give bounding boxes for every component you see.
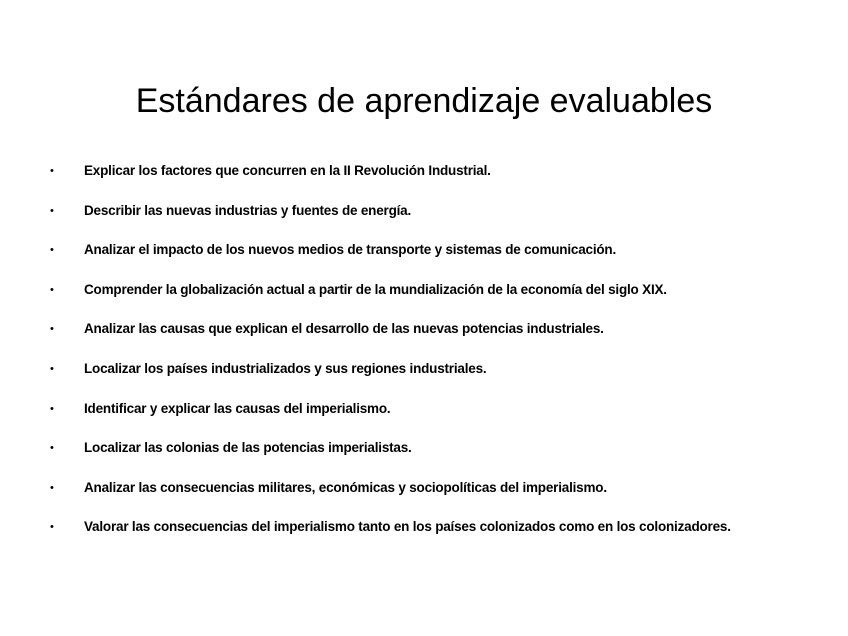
list-item (48, 200, 828, 240)
list-item (48, 437, 828, 477)
bullet-icon: • (50, 323, 54, 336)
bullet-icon: • (50, 481, 54, 494)
bullet-icon: • (50, 283, 54, 296)
bullet-list (48, 160, 828, 556)
bullet-icon: • (50, 165, 54, 177)
bullet-icon: • (50, 442, 54, 455)
list-item (48, 398, 828, 438)
list-item-text: Localizar los países industrializados y sus regiones industriales. (84, 360, 487, 376)
list-item (48, 477, 828, 517)
list-item (48, 239, 828, 279)
bullet-icon: • (50, 204, 54, 217)
list-item-text: Valorar las consecuencias del imperialismo tanto en los países colonizados como en los colonizadores. (84, 519, 731, 535)
list-item-text: Comprender la globalización actual a partir de la mundialización de la economía del siglo XIX. (84, 281, 667, 297)
list-item-text: Localizar las colonias de las potencias imperialistas. (84, 440, 412, 456)
list-item-text: Analizar las causas que explican el desarrollo de las nuevas potencias industriales. (84, 321, 604, 337)
list-item-text: Identificar y explicar las causas del imperialismo. (84, 400, 391, 416)
bullet-icon: • (50, 402, 54, 415)
bullet-icon: • (50, 244, 54, 257)
list-item (48, 160, 828, 200)
list-item-text: Describir las nuevas industrias y fuentes de energía. (84, 202, 412, 218)
list-item-text: Explicar los factores que concurren en la II Revolución Industrial. (84, 163, 491, 178)
bullet-icon: • (50, 521, 54, 534)
list-item (48, 279, 828, 319)
bullet-icon: • (50, 362, 54, 375)
list-item (48, 318, 828, 358)
slide-title: Estándares de aprendizaje evaluables (135, 81, 713, 120)
list-item-text: Analizar las consecuencias militares, económicas y sociopolíticas del imperialismo. (84, 479, 607, 495)
list-item (48, 358, 828, 398)
list-item (48, 516, 828, 556)
list-item-text: Analizar el impacto de los nuevos medios de transporte y sistemas de comunicación. (84, 242, 617, 258)
